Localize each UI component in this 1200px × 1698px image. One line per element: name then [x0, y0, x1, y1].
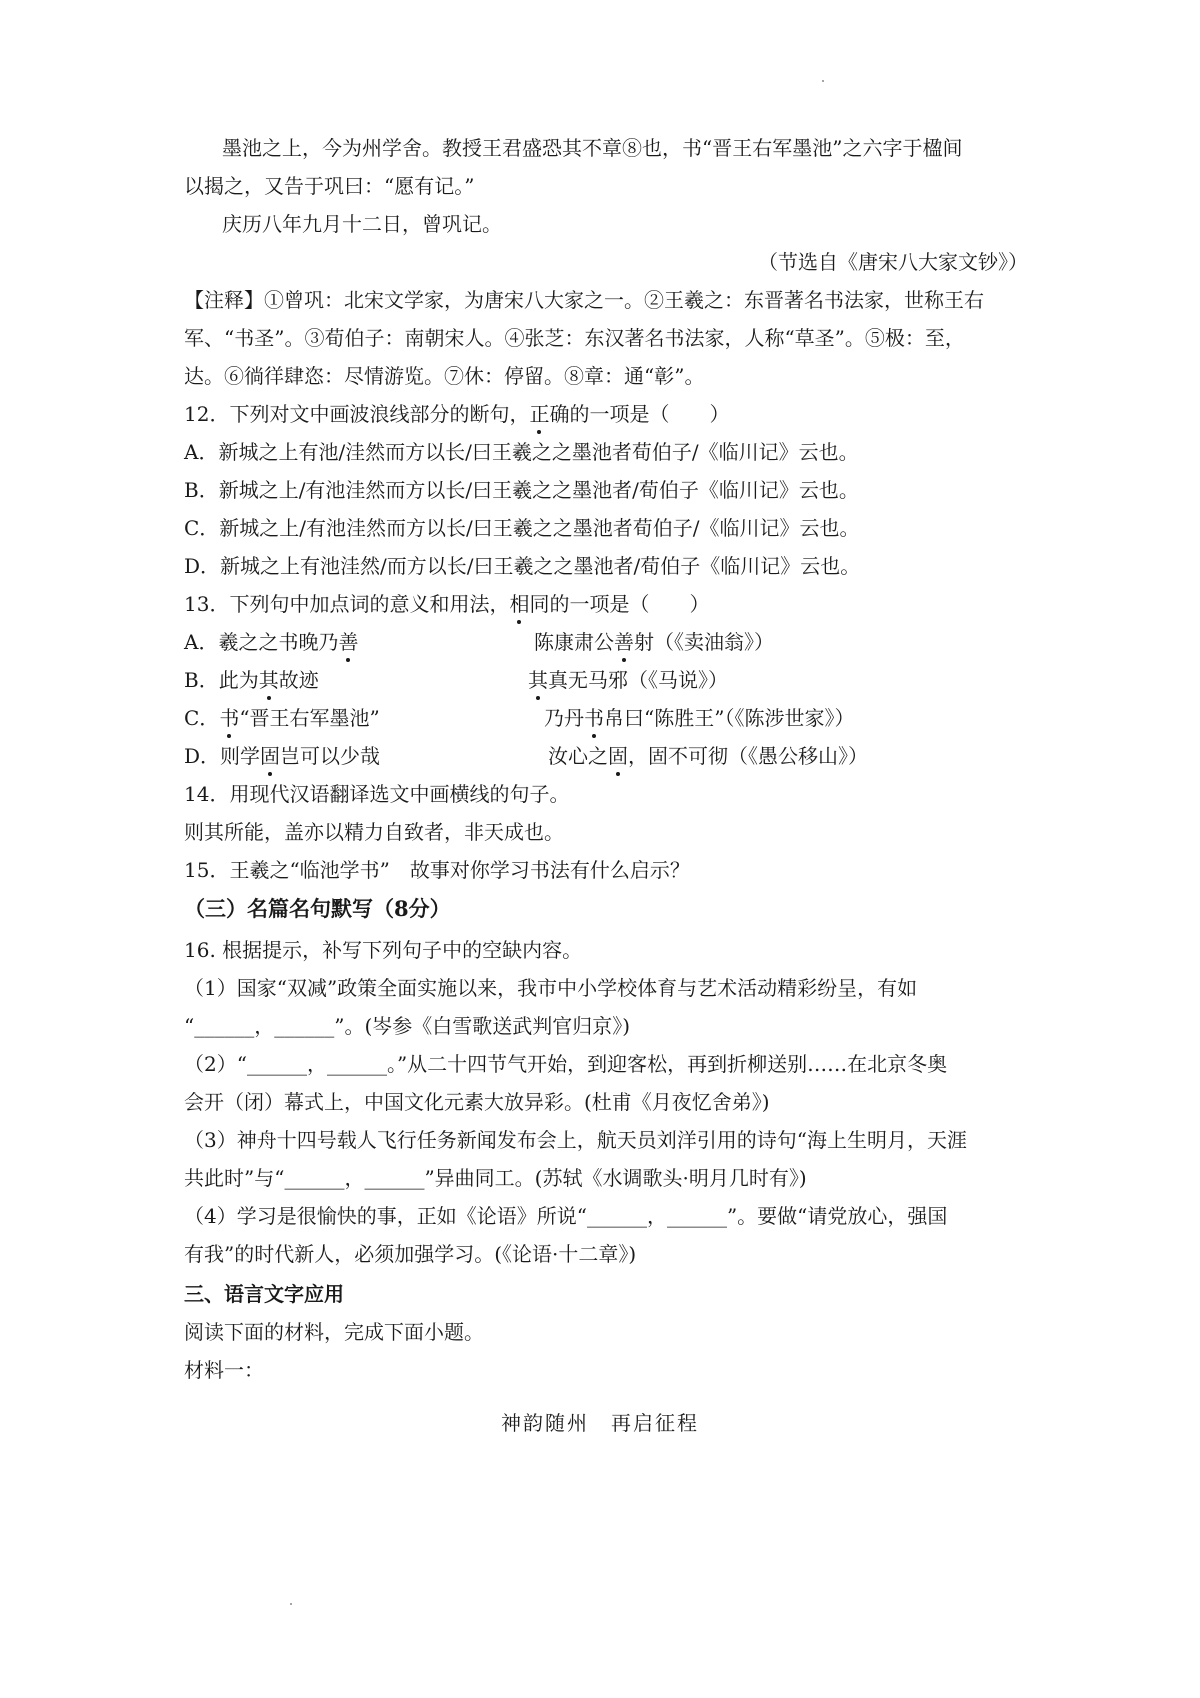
q16-item-3-line-1: （3）神舟十四号载人飞行任务新闻发布会上，航天员刘洋引用的诗句“海上生明月，天涯: [184, 1128, 967, 1152]
q13-option-c-left: [184, 704, 380, 732]
q13-option-a-right: [534, 628, 774, 656]
q13-c-right-dot: 书: [584, 706, 604, 730]
q13-d-right-post: ，固不可彻（《愚公移山》）: [628, 744, 868, 768]
q13-option-d-right: [548, 742, 868, 770]
notes-line-1: 【注释】①曾巩：北宋文学家，为唐宋八大家之一。②王羲之：东晋著名书法家，世称王右: [184, 288, 984, 312]
q16-item-2-line-1: （2）“______，______。”从二十四节气开始，到迎客松，再到折柳送别……在北京冬奥: [184, 1052, 948, 1076]
notes-line-2: 军、“书圣”。③荀伯子：南朝宋人。④张芝：东汉著名书法家，人称“草圣”。⑤极：至，: [184, 326, 965, 350]
q12-option-d: D．新城之上有池洼然/而方以长/曰王羲之之墨池者/荀伯子《临川记》云也。: [184, 554, 861, 578]
section-3-heading: （三）名篇名句默写（8分）: [184, 896, 451, 921]
q14-sentence: 则其所能，盖亦以精力自致者，非天成也。: [184, 820, 564, 844]
q15-stem: 15．王羲之“临池学书” 故事对你学习书法有什么启示？: [184, 858, 690, 882]
q13-option-b-right: [528, 666, 728, 694]
q13-a-right-pre: 陈康肃公: [534, 630, 614, 654]
q13-emphasis-char: 相: [509, 592, 530, 616]
q13-c-left-dot: 书: [219, 706, 240, 730]
q13-option-b-left: [184, 666, 319, 694]
q13-b-right-post: 真无马邪（《马说》）: [548, 668, 728, 692]
q13-stem-a: 13．下列句中加点词的意义和用法，: [184, 592, 510, 616]
q13-b-left-post: 故迹: [278, 668, 319, 692]
passage-date-line: 庆历八年九月十二日，曾巩记。: [222, 212, 502, 236]
q13-stem: [184, 590, 709, 618]
material-1-label: 材料一：: [184, 1358, 264, 1382]
q13-stem-b: 同的一项是（ ）: [529, 592, 710, 616]
q13-a-right-dot: 善: [614, 630, 634, 654]
q13-c-right-post: 帛曰“陈胜王”（《陈涉世家》）: [604, 706, 855, 730]
q12-option-b: B．新城之上/有池洼然而方以长/曰王羲之之墨池者/荀伯子《临川记》云也。: [184, 478, 859, 502]
q13-d-right-dot: 固: [608, 744, 628, 768]
q13-d-left-pre: D．则学: [184, 744, 261, 768]
q13-d-left-dot: 固: [260, 744, 281, 768]
q12-option-c: C．新城之上/有池洼然而方以长/曰王羲之之墨池者荀伯子/《临川记》云也。: [184, 516, 860, 540]
q13-d-right-pre: 汝心之: [548, 744, 608, 768]
part-3-intro: 阅读下面的材料，完成下面小题。: [184, 1320, 484, 1344]
q13-b-left-dot: 其: [258, 668, 279, 692]
q13-a-left-pre: A．羲之之书晚乃: [184, 630, 339, 654]
q13-c-left-post: “晋王右军墨池”: [239, 706, 380, 730]
part-3-heading: 三、语言文字应用: [184, 1282, 344, 1306]
q12-stem-a: 12．下列对文中画波浪线部分的断句，: [184, 402, 530, 426]
q16-item-4-line-1: （4）学习是很愉快的事，正如《论语》所说“______，______”。要做“请党放心，强国: [184, 1204, 948, 1228]
q13-b-right-dot: 其: [528, 668, 548, 692]
q13-option-c-right: [544, 704, 854, 732]
passage-line-1: 墨池之上，今为州学舍。教授王君盛恐其不章⑧也，书“晋王右军墨池”之六字于楹间: [222, 136, 963, 160]
q14-stem: 14．用现代汉语翻译选文中画横线的句子。: [184, 782, 570, 806]
q12-stem: [184, 400, 729, 428]
q16-item-1-line-1: （1）国家“双减”政策全面实施以来，我市中小学校体育与艺术活动精彩纷呈，有如: [184, 976, 918, 1000]
q13-a-left-dot: 善: [338, 630, 359, 654]
passage-source: （节选自《唐宋八大家文钞》）: [758, 250, 1028, 274]
material-1-title: 神韵随州 再启征程: [501, 1411, 699, 1435]
q13-a-right-post: 射（《卖油翁》）: [634, 630, 774, 654]
scan-speck: [822, 80, 824, 82]
q13-option-d-left: [184, 742, 380, 770]
q16-stem: 16. 根据提示，补写下列句子中的空缺内容。: [184, 938, 583, 962]
q13-c-left-pre: C．: [184, 706, 220, 730]
q12-stem-b: 确的一项是（ ）: [549, 402, 730, 426]
notes-line-3: 达。⑥徜徉肆恣：尽情游览。⑦休：停留。⑧章：通“彰”。: [184, 364, 705, 388]
q12-emphasis-char: 正: [529, 402, 550, 426]
q13-option-a-left: [184, 628, 358, 656]
q12-option-a: A．新城之上有池/洼然而方以长/曰王羲之之墨池者荀伯子/《临川记》云也。: [184, 440, 859, 464]
q16-item-1-line-2: “______，______”。(岑参《白雪歌送武判官归京》): [184, 1014, 631, 1038]
q16-item-4-line-2: 有我”的时代新人，必须加强学习。(《论语·十二章》): [184, 1242, 637, 1266]
scan-speck-bottom: [290, 1603, 292, 1605]
q16-item-2-line-2: 会开（闭）幕式上，中国文化元素大放异彩。(杜甫《月夜忆舍弟》): [184, 1090, 770, 1114]
q13-b-left-pre: B．此为: [184, 668, 259, 692]
passage-line-2: 以揭之，又告于巩曰：“愿有记。”: [184, 174, 475, 198]
q13-c-right-pre: 乃丹: [544, 706, 584, 730]
q16-item-3-line-2: 共此时”与“______，______”异曲同工。(苏轼《水调歌头·明月几时有》): [184, 1166, 807, 1190]
q13-d-left-post: 岂可以少哉: [280, 744, 381, 768]
